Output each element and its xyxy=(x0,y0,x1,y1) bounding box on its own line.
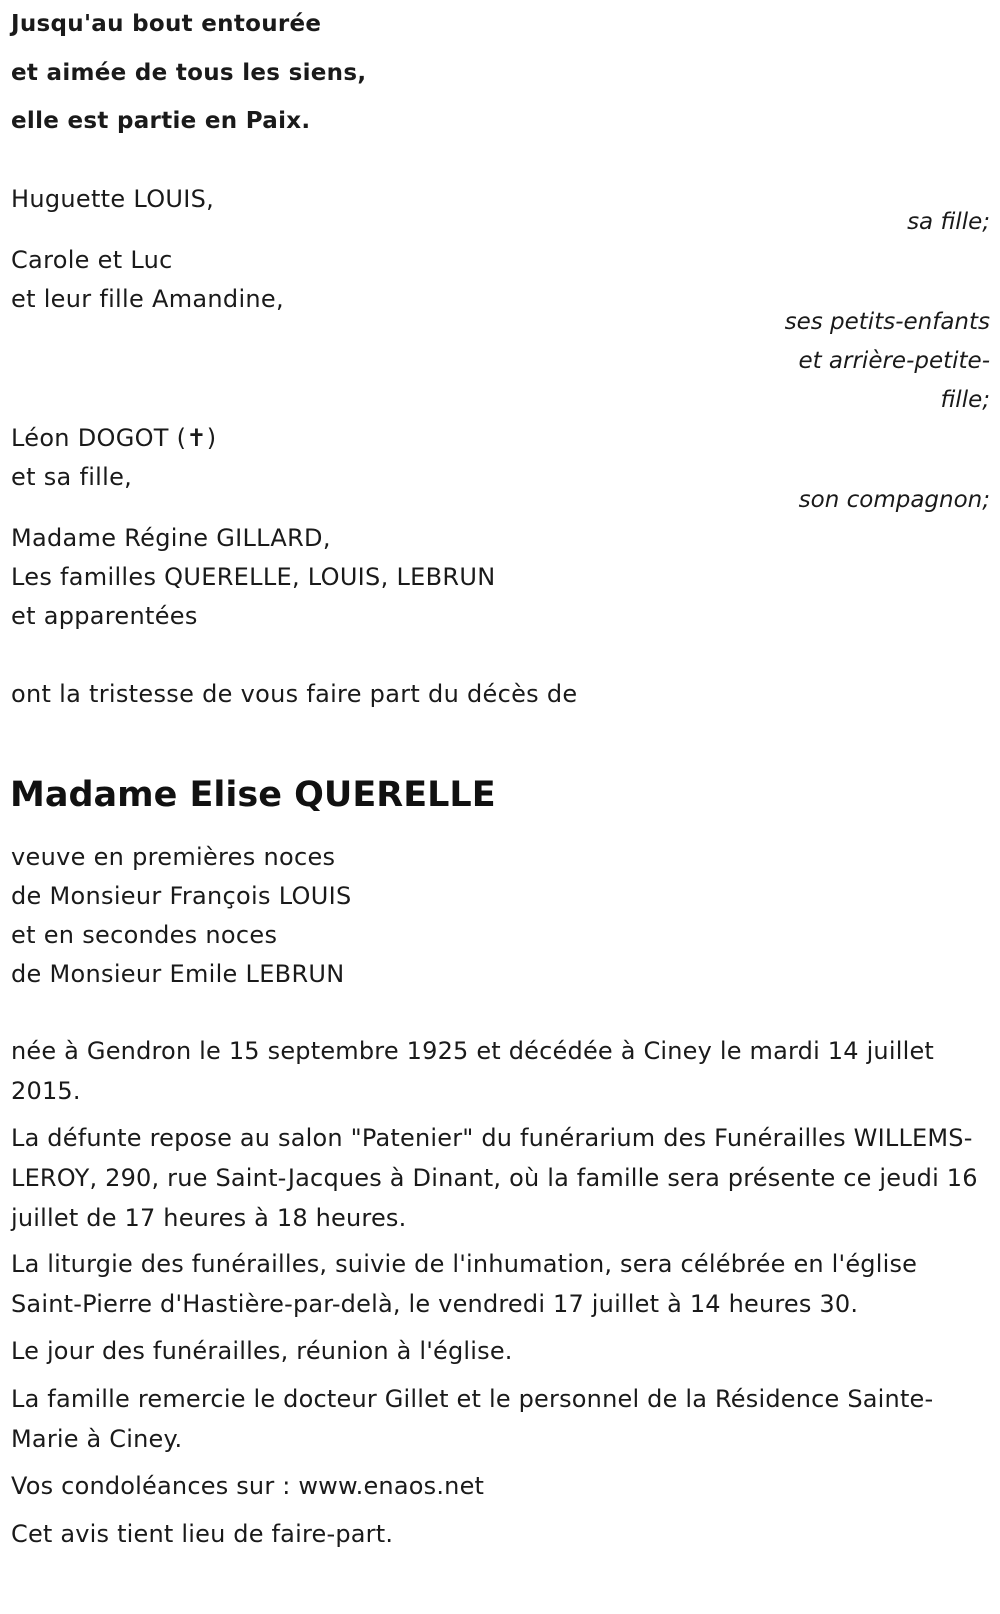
family-carole-line-1: Carole et Luc xyxy=(11,246,173,274)
relation-grandchildren-3: fille; xyxy=(940,387,990,413)
widow-line-3: et en secondes noces xyxy=(11,921,278,949)
relation-daughter: sa fille; xyxy=(907,209,990,235)
relation-grandchildren-1: ses petits-enfants xyxy=(784,309,990,335)
widow-line-4: de Monsieur Emile LEBRUN xyxy=(11,960,345,988)
relation-companion: son compagnon; xyxy=(798,487,990,513)
intro-line-2: et aimée de tous les siens, xyxy=(11,60,367,86)
family-leon-line-2: et sa fille, xyxy=(11,463,133,491)
family-others-line-2: Les familles QUERELLE, LOUIS, LEBRUN xyxy=(11,563,496,591)
birth-death-paragraph: née à Gendron le 15 septembre 1925 et décédée à Ciney le mardi 14 juillet 2015. xyxy=(11,1037,935,1105)
funerarium-paragraph: La défunte repose au salon "Patenier" du funérarium des Funérailles WILLEMS-LEROY, 290, rue Saint-Jacques à Dinant, où la famille sera présente ce jeudi 16 juillet de 17 heures à 18 heures. xyxy=(11,1124,978,1232)
family-others-line-1: Madame Régine GILLARD, xyxy=(11,524,331,552)
deceased-name: Madame Elise QUERELLE xyxy=(10,775,496,815)
intro-line-1: Jusqu'au bout entourée xyxy=(11,11,322,37)
announcement-text: ont la tristesse de vous faire part du décès de xyxy=(11,680,578,708)
family-huguette: Huguette LOUIS, xyxy=(11,185,215,213)
intro-line-3: elle est partie en Paix. xyxy=(11,108,311,134)
relation-grandchildren-2: et arrière-petite- xyxy=(798,348,990,374)
family-others-line-3: et apparentées xyxy=(11,602,198,630)
family-carole-line-2: et leur fille Amandine, xyxy=(11,285,284,313)
widow-line-1: veuve en premières noces xyxy=(11,843,336,871)
liturgy-paragraph: La liturgie des funérailles, suivie de l'inhumation, sera célébrée en l'église Saint-Pierre d'Hastière-par-delà, le vendredi 17 juillet à 14 heures 30. xyxy=(11,1250,918,1318)
family-leon-line-1: Léon DOGOT (✝) xyxy=(11,424,217,452)
notice-paragraph: Cet avis tient lieu de faire-part. xyxy=(11,1520,394,1548)
widow-line-2: de Monsieur François LOUIS xyxy=(11,882,352,910)
meeting-paragraph: Le jour des funérailles, réunion à l'église. xyxy=(11,1337,513,1365)
thanks-paragraph: La famille remercie le docteur Gillet et le personnel de la Résidence Sainte-Marie à Ciney. xyxy=(11,1385,934,1453)
condolences-paragraph: Vos condoléances sur : www.enaos.net xyxy=(11,1472,485,1500)
